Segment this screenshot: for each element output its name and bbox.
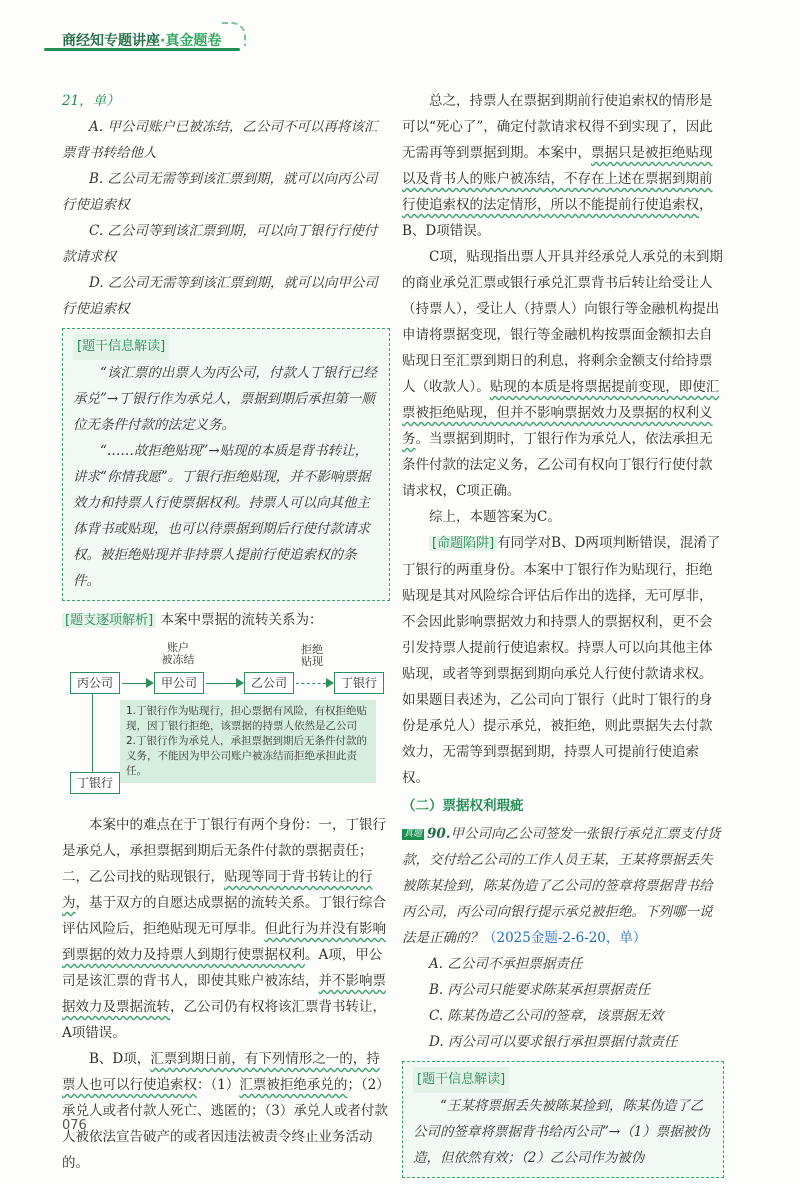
difficulty-paragraph <box>62 812 390 1046</box>
trap-paragraph <box>402 530 724 791</box>
node-ding-acceptor: 丁银行 <box>70 772 120 794</box>
analysis-tag: [题支逐项解析] <box>62 613 156 628</box>
arrow-yi-ding-dashed <box>296 683 326 684</box>
option-c: C. 乙公司等到该汇票到期，可以向丁银行行使付款请求权 <box>62 223 378 265</box>
question-text: 甲公司向乙公司签发一张银行承兑汇票支付货款，交付给乙公司的工作人员王某，王某将票据丢失被陈某捡到，陈某伪造了乙公司的签章将票据背书给丙公司，丙公司向银行提示承兑被拒绝。下列哪一说法是正确的？ <box>402 826 721 946</box>
trap-text: 有同学对B、D两项判断错误，混淆了丁银行的两重身份。本案中丁银行作为贴现行，拒绝贴现是其对风险综合评估后作出的选择，无可厚非，不会因此影响票据效力和持票人的票据权利，更不会引发持票人提前行使追索权。持票人可以向其他主体贴现，或者等到票据到期向承兑人行使付款请求权。如果题目表述为，乙公司向丁银行（此时丁银行的身份是承兑人）提示承兑，被拒绝，则此票据失去付款效力，无需等到票据到期，持票人可提前行使追索权。 <box>402 535 721 786</box>
para1-text-e: 。A项，甲公司是该汇票的背书人，即使其账户被冻结， <box>62 947 383 989</box>
p2-text-a: C项，贴现指出票人开具并经承兑人承兑的未到期的商业承兑汇票或银行承兑汇票背书后转让给受让人（持票人），受让人（持票人）向银行等金融机构提出申请将票据变现，银行等金融机构按票面金额扣去自贴现日至汇票到期日的利息，将剩余金额支付给持票人（收款人）。 <box>402 249 723 395</box>
question-info-box-2 <box>402 1061 724 1178</box>
header-title-main: 商经知专题讲座 <box>62 33 160 49</box>
para2-text-a: B、D项， <box>89 1051 151 1067</box>
info-paragraph-1: “该汇票的出票人为丙公司，付款人丁银行已经承兑”→丁银行作为承兑人，票据到期后承担第一顺位无条件付款的法定义务。 <box>73 365 377 433</box>
header-arrow-decoration <box>222 22 246 46</box>
page-number: 076 <box>62 1118 87 1133</box>
option-b: B. 乙公司无需等到该汇票到期，就可以向丙公司行使追索权 <box>62 171 378 213</box>
line-bing-down <box>92 694 93 772</box>
q90-option-d: D. 丙公司可以要求银行承担票据付款责任 <box>429 1034 678 1050</box>
para2-text-c: ：（1） <box>197 1077 240 1093</box>
node-yi: 乙公司 <box>244 672 294 694</box>
node-ding-discount: 丁银行 <box>334 672 384 694</box>
option-d: D. 乙公司无需等到该汇票到期，就可以向甲公司行使追索权 <box>62 275 378 317</box>
node-jia: 甲公司 <box>154 672 204 694</box>
node-bing: 丙公司 <box>70 672 120 694</box>
arrow-jia-yi <box>206 683 236 684</box>
option-a: A. 甲公司账户已被冻结，乙公司不可以再将该汇票背书转给他人 <box>62 119 378 161</box>
para1-text-a: 本案中的难点在于丁银行有两个身份：一，丁银行是承兑人，承担票据到期后无条件付款的票据责任；二，乙公司找的贴现银行， <box>62 817 386 885</box>
p2-text-c: 。当票据到期时，丁银行作为承兑人，依法承担无条件付款的法定义务，乙公司有权向丁银行行使付款请求权，C项正确。 <box>402 431 713 499</box>
question-90 <box>402 821 724 951</box>
q90-option-c: C. 陈某伪造乙公司的签章，该票据无效 <box>429 1008 664 1024</box>
info-paragraph-3: “王某将票据丢失被陈某捡到，陈某伪造了乙公司的签章将票据背书给丙公司”→（1）票据被伪造，但依然有效；（2）乙公司作为被伪 <box>413 1098 710 1166</box>
trap-tag: [命题陷阱] <box>429 536 497 551</box>
question-source: （2025金题-2-6-20，单） <box>483 930 647 946</box>
para2-highlight-d: 汇票被拒绝承兑的 <box>239 1077 348 1093</box>
p1-text-c: ，B、D项错误。 <box>402 197 713 239</box>
section-heading: （二）票据权利瑕疵 <box>402 798 524 814</box>
right-column <box>402 88 724 1184</box>
arrow-bing-jia <box>122 683 146 684</box>
question-tail: 21，单） <box>62 93 120 109</box>
header-title-sub: 真金题卷 <box>165 33 222 49</box>
info-tag: [题干信息解读] <box>73 334 169 360</box>
running-header <box>62 30 221 50</box>
para1-highlight-d: 但此行为并没有影响到票据的效力及持票人到期行使票据权利 <box>62 921 386 963</box>
left-column <box>62 88 390 1176</box>
para1-highlight-f: 并不影响票据效力及票据流转 <box>62 973 386 1015</box>
p1-highlight-b: 票据只是被拒绝贴现以及背书人的账户被冻结，不存在上述在票据到期前行使追索权的法定情形，所以不能提前行使追索权 <box>402 145 713 213</box>
q90-option-b: B. 丙公司只能要求陈某承担票据责任 <box>429 982 651 998</box>
arrowhead-2 <box>236 678 244 688</box>
para2-text-e: ；（2）承兑人或者付款人死亡、逃匿的；（3）承兑人或者付款人被依法宣告破产的或者因违法被责令终止业务活动的。 <box>62 1077 390 1171</box>
para2-highlight-b: 汇票到期日前，有下列情形之一的，持票人也可以行使追索权 <box>62 1051 380 1093</box>
p1-text-a: 总之，持票人在票据到期前行使追索权的情形是可以“死心了”，确定付款请求权得不到实现了，因此无需再等到票据到期。本案中， <box>402 93 713 161</box>
bd-paragraph <box>62 1046 390 1176</box>
c-option-paragraph <box>402 244 724 504</box>
label-refuse: 拒绝 贴现 <box>301 643 323 668</box>
para1-text-g: ，乙公司仍有权将该汇票背书转让，A项错误。 <box>62 999 386 1041</box>
info-tag-2: [题干信息解读] <box>413 1067 509 1093</box>
info-paragraph-2: “……故拒绝贴现”→贴现的本质是背书转让，讲求“你情我愿”。丁银行拒绝贴现，并不影响票据效力和持票人行使票据权利。持票人可以向其他主体背书或贴现，也可以待票据到期后行使付款请求权。被拒绝贴现并非持票人提前行使追索权的条件。 <box>73 443 371 589</box>
q90-option-a: A. 乙公司不承担票据责任 <box>429 956 583 972</box>
arrowhead-3 <box>326 678 334 688</box>
bill-flow-diagram <box>62 638 390 804</box>
label-frozen: 账户 被冻结 <box>161 641 195 666</box>
para1-text-c: ，基于双方的自愿达成票据的流转关系。丁银行综合评估风险后，拒绝贴现无可厚非。 <box>62 895 386 937</box>
question-number: 90. <box>427 826 451 842</box>
exam-question-badge: 真题 <box>404 829 423 839</box>
arrowhead-1 <box>146 678 154 688</box>
analysis-lead-line <box>62 607 390 634</box>
para1-highlight-b: 贴现等同于背书转让的行为 <box>62 869 373 911</box>
analysis-lead: 本案中票据的流转关系为： <box>160 612 323 628</box>
summary-paragraph <box>402 88 724 244</box>
header-dot: · <box>160 33 166 49</box>
p2-highlight-b: 贴现的本质是将票据提前变现，即使汇票被拒绝贴现，但并不影响票据效力及票据的权利义务 <box>402 379 720 447</box>
answer-paragraph: 综上，本题答案为C。 <box>429 509 561 525</box>
flow-note: 1.丁银行作为贴现行，担心票据有风险，有权拒绝贴现，因丁银行拒绝，该票据的持票人依然是乙公司 2.丁银行作为承兑人，承担票据到期后无条件付款的义务，不能因为甲公司账户被冻结而拒绝承担此责任。 <box>120 700 376 783</box>
question-info-box <box>62 328 390 601</box>
